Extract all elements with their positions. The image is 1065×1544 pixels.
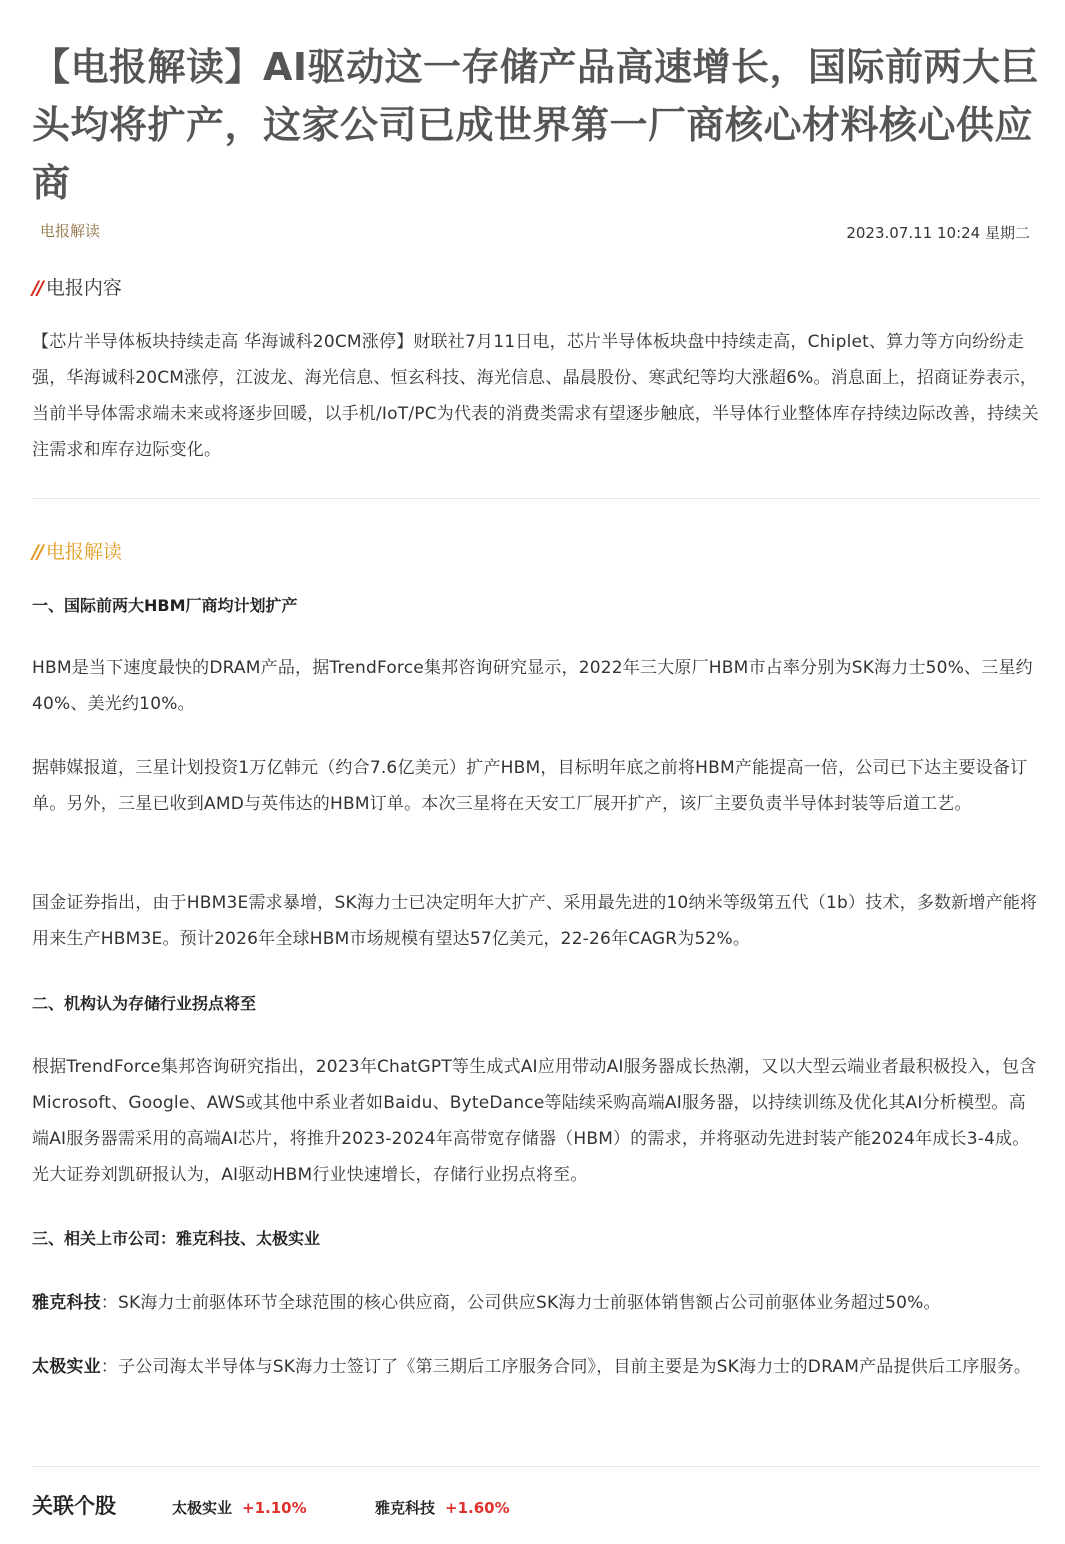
article-meta	[40, 220, 1030, 242]
section2-title: 二、机构认为存储行业拐点将至	[32, 994, 257, 1013]
interpretation-heading-label: 电报解读	[45, 541, 122, 563]
double-slash-icon: //	[32, 277, 42, 299]
company-name-taiji: 太极实业	[32, 1357, 101, 1377]
related-stocks-title: 关联个股	[32, 1494, 116, 1518]
section1-paragraph-2: 据韩媒报道，三星计划投资1万亿韩元（约合7.6亿美元）扩产HBM，目标明年底之前将HBM产能提高一倍，公司已下达主要设备订单。另外，三星已收到AMD与英伟达的HBM订单。本次三星将在天安工厂展开扩产，该厂主要负责半导体封装等后道工艺。	[32, 758, 1028, 814]
stock-name: 雅克科技	[375, 1499, 436, 1517]
related-stock-item[interactable]	[375, 1497, 510, 1518]
section2-paragraph-1: 根据TrendForce集邦咨询研究指出，2023年ChatGPT等生成式AI应用带动AI服务器成长热潮，又以大型云端业者最积极投入，包含Microsoft、Google、AWS或其他中系业者如Baidu、ByteDance等陆续采购高端AI服务器，以持续训练及优化其AI分析模型。高端AI服务器需采用的高端AI芯片，将推升2023-2024年高带宽存储器（HBM）的需求，并将驱动先进封装产能2024年成长3-4成。光大证券刘凯研报认为，AI驱动HBM行业快速增长，存储行业拐点将至。	[32, 1057, 1037, 1185]
company-taiji-text: ：子公司海太半导体与SK海力士签订了《第三期后工序服务合同》，目前主要是为SK海力士的DRAM产品提供后工序服务。	[100, 1357, 1032, 1377]
company-yake-paragraph	[32, 1285, 1040, 1321]
article-title: 【电报解读】AI驱动这一存储产品高速增长，国际前两大巨头均将扩产，这家公司已成世界第一厂商核心材料核心供应商	[32, 45, 1040, 205]
related-stock-item[interactable]	[172, 1497, 307, 1518]
telegraph-content-heading-label: 电报内容	[45, 277, 122, 299]
company-name-yake: 雅克科技	[32, 1293, 101, 1313]
stock-change: +1.60%	[445, 1499, 510, 1517]
telegraph-content-heading	[32, 276, 122, 300]
stock-name: 太极实业	[172, 1499, 233, 1517]
telegraph-body: 【芯片半导体板块持续走高 华海诚科20CM涨停】财联社7月11日电，芯片半导体板块盘中持续走高，Chiplet、算力等方向纷纷走强，华海诚科20CM涨停，江波龙、海光信息、恒玄科技、海光信息、晶晨股份、寒武纪等均大涨超6%。消息面上，招商证券表示，当前半导体需求端未来或将逐步回暖，以手机/IoT/PC为代表的消费类需求有望逐步触底，半导体行业整体库存持续边际改善，持续关注需求和库存边际变化。	[32, 332, 1039, 460]
interpretation-heading	[32, 540, 122, 564]
section1-title: 一、国际前两大HBM厂商均计划扩产	[32, 596, 298, 615]
company-taiji-paragraph	[32, 1349, 1040, 1385]
section1-paragraph-3: 国金证券指出，由于HBM3E需求暴增，SK海力士已决定明年大扩产、采用最先进的10纳米等级第五代（1b）技术，多数新增产能将用来生产HBM3E。预计2026年全球HBM市场规模有望达57亿美元，22-26年CAGR为52%。	[32, 893, 1038, 949]
category-tag[interactable]: 电报解读	[40, 222, 101, 240]
double-slash-icon: //	[32, 541, 42, 563]
related-stocks	[32, 1490, 1040, 1524]
section-divider	[32, 498, 1040, 499]
company-yake-text: ：SK海力士前驱体环节全球范围的核心供应商，公司供应SK海力士前驱体销售额占公司前驱体业务超过50%。	[100, 1293, 941, 1313]
footer-divider	[32, 1466, 1040, 1467]
publish-datetime: 2023.07.11 10:24 星期二	[846, 224, 1030, 242]
section3-title: 三、相关上市公司：雅克科技、太极实业	[32, 1229, 321, 1248]
section1-paragraph-1: HBM是当下速度最快的DRAM产品，据TrendForce集邦咨询研究显示，2022年三大原厂HBM市占率分别为SK海力士50%、三星约40%、美光约10%。	[32, 658, 1033, 714]
stock-change: +1.10%	[242, 1499, 307, 1517]
